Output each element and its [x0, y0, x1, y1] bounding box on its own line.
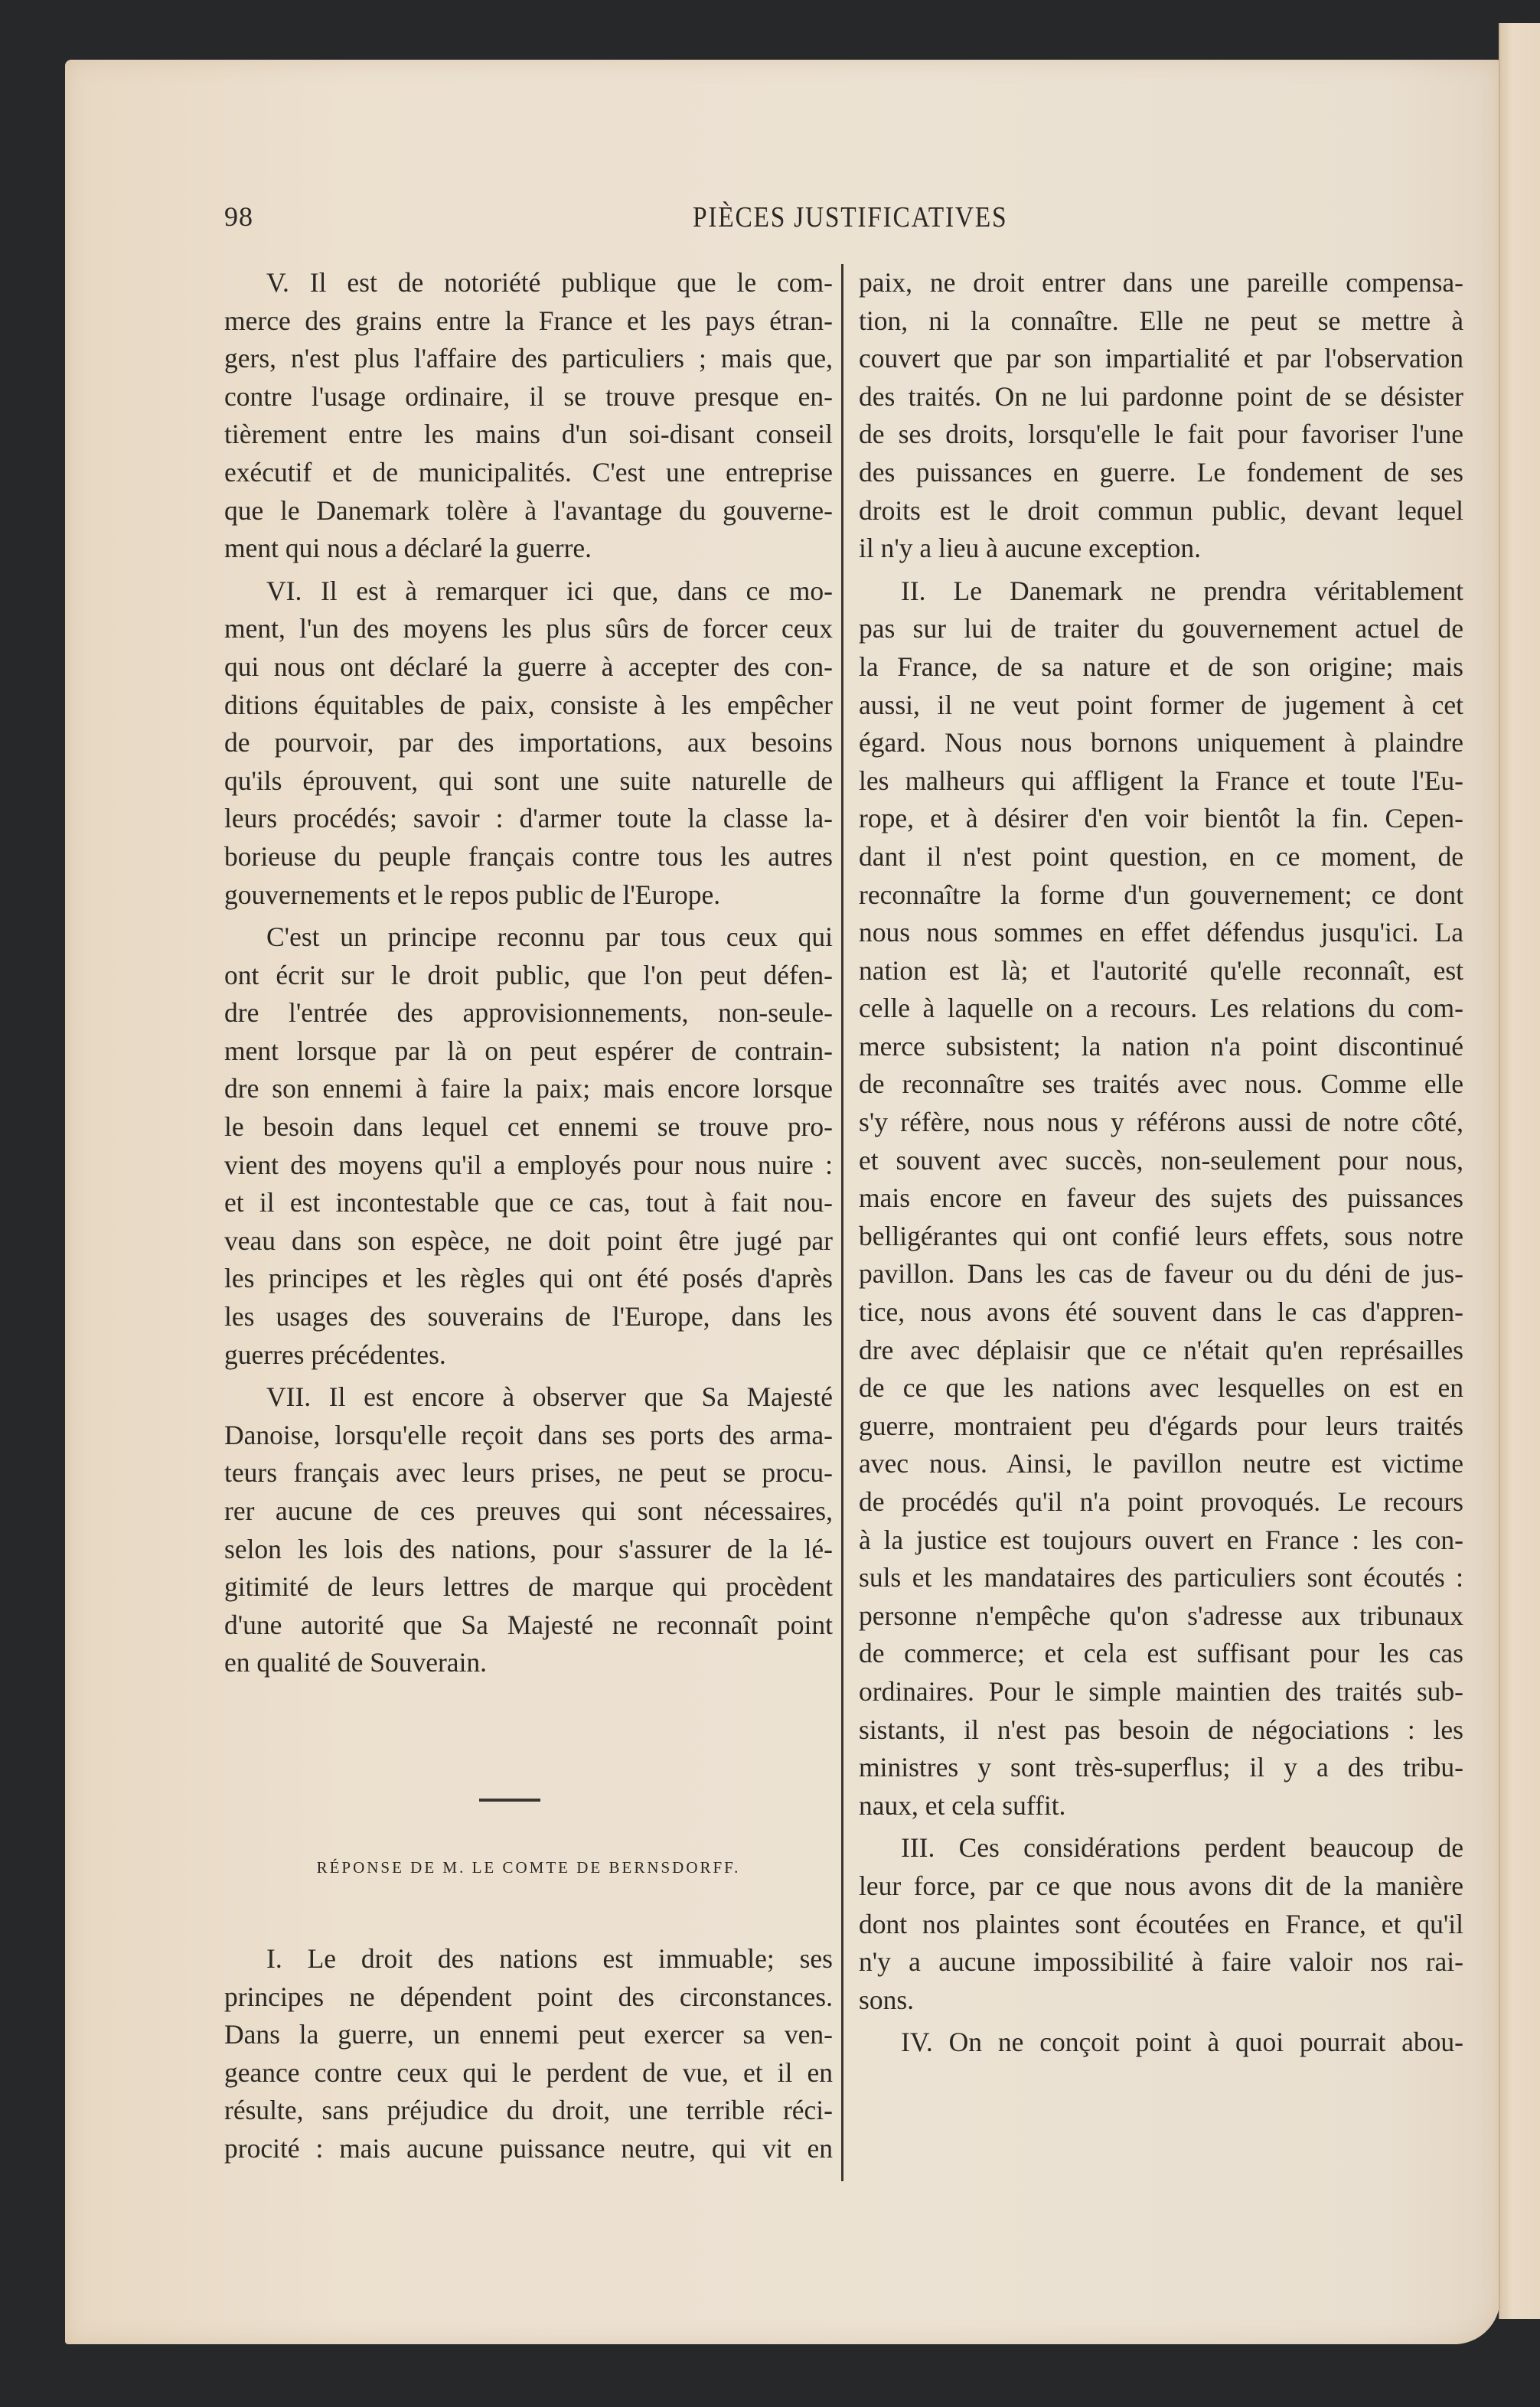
text-line: [224, 1070, 833, 1108]
text-line-content: en qualité de Souverain.: [224, 1647, 488, 1678]
text-line: [224, 264, 833, 302]
text-line-content: selon les lois des nations, pour s'assurer de la lé-: [224, 1533, 833, 1564]
text-line: [859, 1407, 1463, 1446]
text-line-content: s'y réfère, nous nous y référons aussi de notre côté,: [859, 1107, 1463, 1138]
text-line-content: borieuse du peuple français contre tous les autres: [224, 840, 833, 872]
text-line: [859, 762, 1463, 801]
text-line: [224, 1336, 833, 1375]
text-line-content: aussi, il ne veut point former de jugement à cet: [859, 689, 1463, 720]
text-line: [224, 1108, 833, 1146]
text-line: [224, 1644, 833, 1682]
text-line: [859, 610, 1463, 648]
text-line-content: C'est un principe reconnu par tous ceux qui: [266, 921, 833, 953]
text-line-content: reconnaître la forme d'un gouvernement; ce dont: [859, 879, 1463, 910]
text-line-content: leur force, par ce que nous avons dit de la manière: [859, 1870, 1463, 1901]
text-line-content: avec nous. Ainsi, le pavillon neutre est victime: [859, 1448, 1463, 1479]
text-line: [224, 1032, 833, 1071]
text-line-content: I. Le droit des nations est immuable; ses: [266, 1943, 833, 1974]
text-line: [224, 492, 833, 530]
text-line: [859, 1028, 1463, 1066]
text-line-content: de pourvoir, par des importations, aux besoins: [224, 727, 833, 758]
text-line: [859, 378, 1463, 416]
text-line-content: IV. On ne conçoit point à quoi pourrait abou-: [901, 2027, 1463, 2058]
text-line: [224, 800, 833, 838]
text-line: [859, 1218, 1463, 1256]
text-line: [224, 1568, 833, 1606]
text-line-content: résulte, sans préjudice du droit, une terrible réci-: [224, 2095, 833, 2126]
text-line-content: contre l'usage ordinaire, il se trouve presque en-: [224, 380, 833, 412]
section-title: RÉPONSE DE M. LE COMTE DE BERNSDORFF.: [316, 1858, 741, 1877]
text-line: [224, 2016, 833, 2054]
text-line: [859, 648, 1463, 687]
text-line: [224, 762, 833, 801]
text-line: [859, 530, 1463, 568]
text-line-content: guerres précédentes.: [224, 1339, 446, 1370]
text-line-content: tièrement entre les mains d'un soi-disant conseil: [224, 419, 833, 450]
text-line: [859, 687, 1463, 725]
text-line-content: de ses droits, lorsqu'elle le fait pour favoriser l'une: [859, 419, 1463, 450]
text-line-content: VII. Il est encore à observer que Sa Majesté: [266, 1381, 833, 1413]
text-line-content: leurs procédés; savoir : d'armer toute la classe la-: [224, 803, 833, 834]
text-line-content: sistants, il n'est pas besoin de négociations : les: [859, 1714, 1463, 1745]
text-line-content: dont nos plaintes sont écoutées en France, et qu'il: [859, 1908, 1463, 1939]
text-line: [859, 952, 1463, 990]
text-line-content: dre l'entrée des approvisionnements, non-seule-: [224, 997, 833, 1029]
text-line-content: la France, de sa nature et de son origine; mais: [859, 651, 1463, 682]
text-line-content: principes ne dépendent point des circonstances.: [224, 1981, 833, 2012]
text-line-content: de ce que les nations avec lesquelles on est en: [859, 1372, 1463, 1404]
text-line: [859, 876, 1463, 915]
right-column-text: [859, 264, 1463, 2062]
text-line: [224, 1978, 833, 2017]
text-line-content: merce des grains entre la France et les pays étran-: [224, 305, 833, 336]
text-line: [224, 416, 833, 454]
text-line: [224, 687, 833, 725]
text-line: [859, 454, 1463, 492]
text-line-content: gitimité de leurs lettres de marque qui procèdent: [224, 1571, 833, 1603]
text-line-content: V. Il est de notoriété publique que le com-: [266, 267, 833, 298]
text-line-content: merce subsistent; la nation n'a point discontinué: [859, 1030, 1463, 1062]
text-line-content: procité : mais aucune puissance neutre, qui vit en: [224, 2132, 833, 2164]
text-line: [859, 1749, 1463, 1787]
text-line: [859, 1521, 1463, 1560]
text-line: [859, 1673, 1463, 1711]
text-line-content: ditions équitables de paix, consiste à les empêcher: [224, 689, 833, 720]
text-line: [859, 1867, 1463, 1906]
text-line-content: qui nous ont déclaré la guerre à accepter des con-: [224, 651, 833, 682]
text-line-content: nation est là; et l'autorité qu'elle reconnaît, est: [859, 954, 1463, 986]
text-line: [859, 492, 1463, 530]
text-line: [859, 838, 1463, 876]
text-line-content: mais encore en faveur des sujets des puissances: [859, 1182, 1463, 1214]
section-rule: [479, 1799, 540, 1802]
text-line: [224, 1492, 833, 1531]
text-line: [859, 1943, 1463, 1981]
text-line: [224, 918, 833, 957]
text-line: [859, 1981, 1463, 2020]
text-line: [859, 1829, 1463, 1867]
text-line: [224, 454, 833, 492]
text-line: [224, 957, 833, 995]
text-line: [224, 1531, 833, 1569]
text-line-content: les usages des souverains de l'Europe, dans les: [224, 1301, 833, 1332]
text-line-content: personne n'empêche qu'on s'adresse aux tribunaux: [859, 1600, 1463, 1631]
text-line-content: égard. Nous nous bornons uniquement à plaindre: [859, 727, 1463, 758]
text-line: [859, 800, 1463, 838]
text-line: [859, 1255, 1463, 1293]
left-column-response-text: [224, 1940, 833, 2168]
text-line: [859, 1445, 1463, 1483]
text-line-content: il n'y a lieu à aucune exception.: [859, 533, 1202, 564]
text-line: [859, 302, 1463, 341]
text-line: [859, 1906, 1463, 1944]
text-line-content: Dans la guerre, un ennemi peut exercer sa ven-: [224, 2019, 833, 2050]
text-line: [859, 2024, 1463, 2062]
page-number: 98: [224, 201, 253, 232]
text-line: [224, 1222, 833, 1261]
text-line-content: et souvent avec succès, non-seulement pour nous,: [859, 1144, 1463, 1176]
text-line-content: ministres y sont très-superflus; il y a des tribu-: [859, 1752, 1463, 1783]
text-line: [859, 1483, 1463, 1521]
text-line: [224, 2092, 833, 2130]
column-divider: [841, 264, 843, 2181]
text-line: [224, 1417, 833, 1455]
text-line: [224, 302, 833, 341]
text-line: [224, 994, 833, 1032]
text-line-content: rope, et à désirer d'en voir bientôt la fin. Cepen-: [859, 803, 1463, 834]
text-line: [859, 1065, 1463, 1104]
text-line: [859, 1559, 1463, 1597]
text-line: [224, 876, 833, 915]
text-line: [224, 1940, 833, 1978]
text-line-content: gers, n'est plus l'affaire des particuliers ; mais que,: [224, 343, 833, 374]
text-line-content: II. Le Danemark ne prendra véritablement: [901, 575, 1463, 606]
text-line-content: ordinaires. Pour le simple maintien des traités sub-: [859, 1675, 1463, 1707]
text-line-content: tion, ni la connaître. Elle ne peut se mettre à: [859, 305, 1463, 336]
text-line: [859, 1179, 1463, 1218]
text-line: [859, 1711, 1463, 1750]
text-line-content: suls et les mandataires des particuliers sont écoutés :: [859, 1562, 1463, 1593]
text-line-content: de commerce; et cela est suffisant pour les cas: [859, 1638, 1463, 1669]
text-line-content: pas sur lui de traiter du gouvernement actuel de: [859, 613, 1463, 644]
text-line: [859, 724, 1463, 762]
text-line-content: ment lorsque par là on peut espérer de contrain-: [224, 1035, 833, 1066]
text-line: [859, 990, 1463, 1028]
text-line-content: n'y a aucune impossibilité à faire valoir nos rai-: [859, 1946, 1463, 1978]
text-line-content: d'une autorité que Sa Majesté ne reconnaît point: [224, 1609, 833, 1640]
text-line-content: tice, nous avons été souvent dans le cas d'appren-: [859, 1296, 1463, 1328]
text-line-content: de reconnaître ses traités avec nous. Comme elle: [859, 1068, 1463, 1100]
text-line: [224, 1298, 833, 1336]
text-line-content: geance contre ceux qui le perdent de vue, et il en: [224, 2056, 833, 2088]
text-line: [859, 1332, 1463, 1370]
text-line: [859, 1635, 1463, 1673]
text-line-content: de procédés qu'il n'a point provoqués. Le recours: [859, 1486, 1463, 1517]
text-line: [224, 1606, 833, 1645]
text-line-content: des puissances en guerre. Le fondement de ses: [859, 456, 1463, 488]
text-line: [859, 1104, 1463, 1142]
text-line: [224, 572, 833, 611]
text-line-content: vient des moyens qu'il a employés pour nous nuire :: [224, 1149, 833, 1180]
text-line-content: qu'ils éprouvent, qui sont une suite naturelle de: [224, 765, 833, 796]
page-header: [224, 201, 1464, 231]
text-line-content: exécutif et de municipalités. C'est une entreprise: [224, 456, 833, 488]
text-line: [224, 340, 833, 378]
text-line-content: III. Ces considérations perdent beaucoup de: [901, 1832, 1463, 1864]
text-line-content: ment, l'un des moyens les plus sûrs de forcer ceux: [224, 613, 833, 644]
text-line: [859, 264, 1463, 302]
text-line: [224, 2130, 833, 2168]
text-line-content: guerre, montraient peu d'égards pour leurs traités: [859, 1410, 1463, 1441]
text-line: [859, 340, 1463, 378]
text-line: [859, 1597, 1463, 1636]
text-line-content: à la justice est toujours ouvert en France : les con-: [859, 1524, 1463, 1555]
text-line: [224, 378, 833, 416]
text-line: [224, 1378, 833, 1417]
text-line-content: le besoin dans lequel cet ennemi se trouve pro-: [224, 1111, 833, 1143]
text-line-content: gouvernements et le repos public de l'Europe.: [224, 879, 721, 910]
running-title: PIÈCES JUSTIFICATIVES: [693, 201, 1008, 233]
text-line: [224, 610, 833, 648]
text-line-content: sons.: [859, 1984, 915, 2015]
text-line-content: des traités. On ne lui pardonne point de se désister: [859, 380, 1463, 412]
text-line-content: teurs français avec leurs prises, ne peut se procu-: [224, 1457, 833, 1489]
text-line: [859, 416, 1463, 454]
text-line: [224, 1146, 833, 1185]
page-fold: [1499, 23, 1540, 2319]
text-line: [224, 724, 833, 762]
left-column-text: [224, 264, 833, 1682]
text-line: [224, 530, 833, 568]
text-line-content: pavillon. Dans les cas de faveur ou du déni de jus-: [859, 1258, 1463, 1290]
text-line-content: que le Danemark tolère à l'avantage du gouverne-: [224, 494, 833, 526]
text-line-content: celle à laquelle on a recours. Les relations du com-: [859, 993, 1463, 1024]
text-line-content: veau dans son espèce, ne doit point être jugé par: [224, 1225, 833, 1256]
text-line-content: les principes et les règles qui ont été posés d'après: [224, 1263, 833, 1294]
text-line-content: dant il n'est point question, en ce moment, de: [859, 840, 1463, 872]
text-line-content: naux, et cela suffit.: [859, 1789, 1066, 1821]
text-line: [224, 1454, 833, 1492]
text-line: [859, 1369, 1463, 1407]
text-line-content: paix, ne droit entrer dans une pareille compensa-: [859, 267, 1463, 298]
text-line: [224, 1184, 833, 1222]
text-line: [224, 648, 833, 687]
text-line: [224, 2054, 833, 2092]
text-line-content: Danoise, lorsqu'elle reçoit dans ses ports des arma-: [224, 1419, 833, 1450]
text-line-content: ment qui nous a déclaré la guerre.: [224, 533, 592, 564]
text-line-content: rer aucune de ces preuves qui sont nécessaires,: [224, 1495, 833, 1526]
text-line-content: VI. Il est à remarquer ici que, dans ce mo-: [266, 575, 833, 606]
text-line: [224, 838, 833, 876]
text-line: [859, 1142, 1463, 1180]
text-line-content: dre avec déplaisir que ce n'était qu'en représailles: [859, 1334, 1463, 1365]
text-line: [859, 572, 1463, 611]
text-line-content: droits est le droit commun public, devant lequel: [859, 494, 1463, 526]
text-line-content: couvert que par son impartialité et par l'observation: [859, 343, 1463, 374]
text-line: [859, 1787, 1463, 1825]
text-line-content: dre son ennemi à faire la paix; mais encore lorsque: [224, 1073, 833, 1104]
text-line-content: ont écrit sur le droit public, que l'on peut défen-: [224, 959, 833, 990]
text-line-content: belligérantes qui ont confié leurs effets, sous notre: [859, 1220, 1463, 1251]
text-line: [859, 914, 1463, 952]
text-line-content: et il est incontestable que ce cas, tout à fait nou-: [224, 1187, 833, 1218]
text-line: [224, 1260, 833, 1298]
text-line-content: nous nous sommes en effet défendus jusqu'ici. La: [859, 917, 1463, 948]
text-line-content: les malheurs qui affligent la France et toute l'Eu-: [859, 765, 1463, 796]
text-line: [859, 1293, 1463, 1332]
